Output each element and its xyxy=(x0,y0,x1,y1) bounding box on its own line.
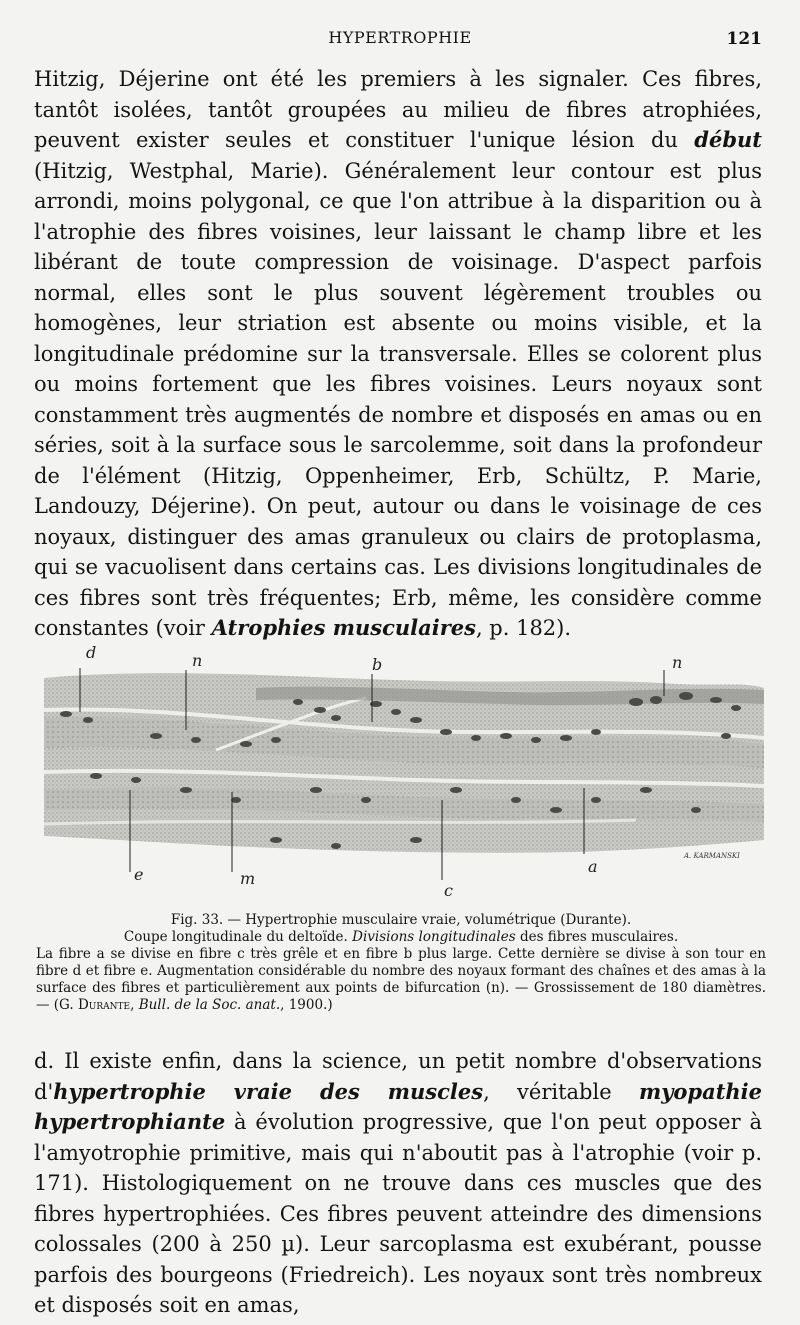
caption-sub-text-1: Coupe longitudinale du deltoïde. xyxy=(123,929,353,945)
caption-body xyxy=(36,946,766,1014)
histology-figure xyxy=(36,640,768,900)
running-title: HYPERTROPHIE xyxy=(328,28,472,47)
fig-label-m: m xyxy=(240,869,256,888)
caption-author: Durante xyxy=(77,997,131,1013)
fig-label-b: b xyxy=(372,655,383,674)
caption-body-text-3: , 1900.) xyxy=(280,997,333,1013)
fig-label-n-right: n xyxy=(672,653,683,672)
caption-subtitle xyxy=(36,929,766,946)
page-number: 121 xyxy=(726,29,762,49)
figure-caption xyxy=(36,912,766,1014)
fig-label-c: c xyxy=(444,881,453,900)
artist-signature: A. KARMANSKI xyxy=(684,852,740,860)
page-header xyxy=(0,28,800,52)
para2-text-2: , véritable xyxy=(483,1079,639,1104)
para1-italic-1: début xyxy=(694,127,762,152)
caption-sub-italic: Divisions longitudinales xyxy=(352,929,516,945)
para1-text-2: (Hitzig, Westphal, Marie). Généralement leur contour est plus arrondi, moins polygonal, ce que l'on attribue à la disparition ou à l'atrophie des fibres voisines, leur laissant le champ libre et les libérant de toute compression de voisinage. D'aspect parfois normal, elles sont le plus souvent légèrement troubles ou homogènes, leur striation est absente ou moins visible, et la longitudinale prédomine sur la transversale. Elles se colorent plus ou moins fortement que les fibres voisines. Leurs noyaux sont constamment très augmentés de nombre et disposés en amas ou en séries, soit à la surface sous le sarcolemme, soit dans la profondeur de l'élément (Hitzig, Oppenheimer, Erb, Schültz, P. Marie, Landouzy, Déjerine). On peut, autour ou dans le voisinage de ces noyaux, distinguer des amas granuleux ou clairs de protoplasma, qui se vacuolisent dans certains cas. Les divisions longitudinales de ces fibres sont très fréquentes; Erb, même, les considère comme constantes (voir xyxy=(34,158,762,640)
para2-italic-1: hypertrophie vraie des muscles xyxy=(53,1078,484,1104)
para1-italic-2: Atrophies musculaires xyxy=(211,615,476,640)
caption-sub-text-2: des fibres musculaires. xyxy=(515,929,679,945)
para1-text-1: Hitzig, Déjerine ont été les premiers à les signaler. Ces fibres, tantôt isolées, tantôt groupées au milieu de fibres atrophiées, peuvent exister seules et constituer l'unique lésion du xyxy=(34,67,762,152)
caption-body-italic: Bull. de la Soc. anat. xyxy=(138,997,281,1013)
histology-illustration xyxy=(36,640,768,900)
body-paragraph-2 xyxy=(34,1046,762,1321)
para2-italic-2: myopathie hypertrophiante xyxy=(34,1078,762,1134)
caption-body-text-2: , xyxy=(130,997,139,1013)
caption-title: Fig. 33. — Hypertrophie musculaire vraie, volumétrique (Durante). xyxy=(170,912,632,928)
muscle-section xyxy=(44,668,764,880)
fig-label-d: d xyxy=(86,643,97,662)
para1-text-3: , p. 182). xyxy=(475,616,572,640)
para2-text-3: à évolution progressive, que l'on peut opposer à l'amyotrophie primitive, mais qui n'aboutit pas à l'atrophie (voir p. 171). Histologiquement on ne trouve dans ces muscles que des fibres hypertrophiées. Ces fibres peuvent atteindre des dimensions colossales (200 à 250 µ). Leur sarcoplasma est exubérant, pousse parfois des bourgeons (Friedreich). Les noyaux sont très nombreux et disposés soit en amas, xyxy=(34,1110,762,1317)
fig-label-a: a xyxy=(588,857,598,876)
fig-label-n: n xyxy=(192,651,203,670)
body-paragraph-1 xyxy=(34,64,762,644)
caption-body-text-1: La fibre a se divise en fibre c très grêle et en fibre b plus large. Cette dernière se divise à son tour en fibre d et fibre e. Augmentation considérable du nombre des noyaux formant des chaînes et des amas à la surface des fibres et particulièrement aux points de bifurcation (n). — Grossissement de 180 diamètres. — (G. xyxy=(36,946,766,1013)
para2-text-1: d. Il existe enfin, dans la science, un petit nombre d'observations d' xyxy=(34,1049,762,1104)
fig-label-e: e xyxy=(134,865,144,884)
